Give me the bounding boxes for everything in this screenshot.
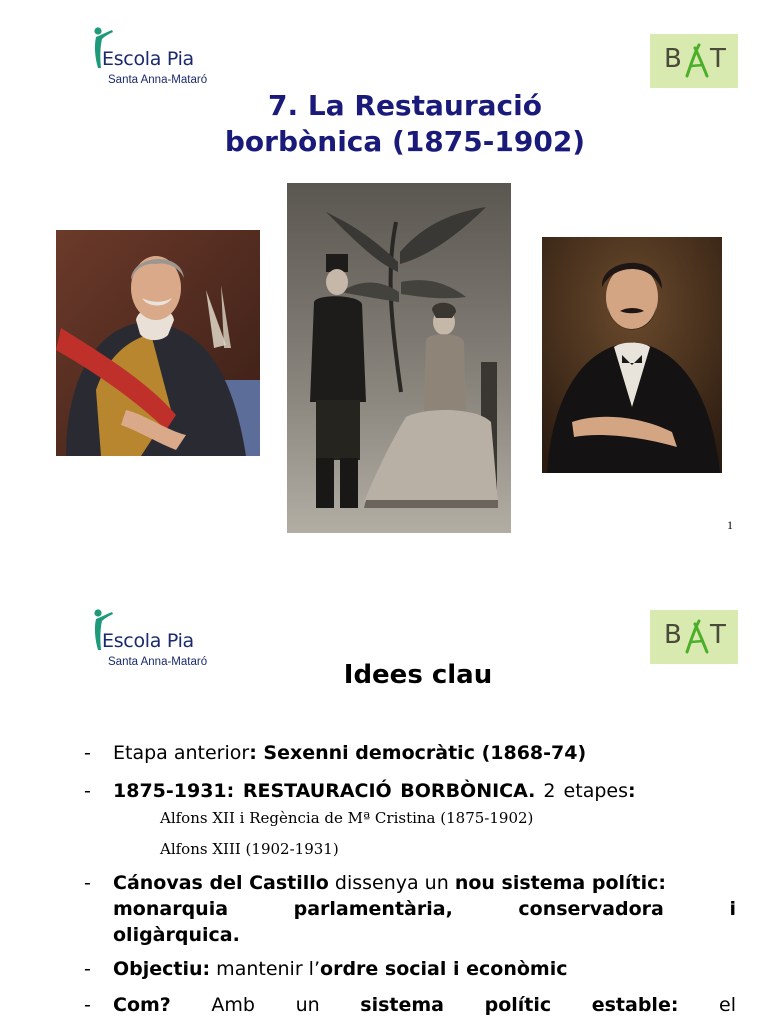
bullet-bold-text: Cánovas del Castillo [113,872,329,894]
bullet-text: 2 etapes [535,780,628,802]
bat-logo [650,34,738,88]
bullet-dash: - [84,994,91,1016]
bullet-bold-text: estable: [591,994,679,1016]
bullet-text: un [295,994,320,1016]
slide-title-line-2: borbònica (1875-1902) [224,125,586,158]
bat-letter-a-icon [683,42,709,80]
bullet-text: Amb [211,994,255,1016]
bullet-word: parlamentària, [293,898,453,920]
bullet-text: el [719,994,736,1016]
bullet-text: mantenir l’ [210,958,321,980]
bullet-bold-text: Com? [113,994,171,1016]
bullet-bold-text: nou sistema polític: [454,872,667,894]
slide-2 [0,580,768,1024]
slide-title-line-1: 7. La Restauració [268,89,542,122]
sub-item: Alfons XIII (1902-1931) [160,840,339,858]
bullet-dash: - [84,872,91,894]
bullet-word: i [729,898,736,920]
logo-name: Escola Pia [102,630,194,652]
sub-item: Alfons XII i Regència de Mª Cristina (1875-1902) [160,809,534,827]
bullet-word: conservadora [518,898,664,920]
bat-letter-b: B [664,44,682,74]
logo-name: Escola Pia [102,48,194,70]
royal-couple-photo-image [286,182,512,534]
logo-subtitle: Santa Anna-Mataró [108,74,208,86]
bat-letter-a-icon [683,618,709,656]
bullet-dash: - [84,742,91,764]
bullet-bold-text: polític [484,994,552,1016]
bat-letter-t: T [710,44,726,74]
bullet-bold-text: Objectiu: [113,958,211,980]
bullet-word: monarquia [113,898,229,920]
bat-letter-b: B [664,620,682,650]
slide-title: Idees clau [343,660,493,690]
bullet-bold-text: : [628,780,636,802]
bullet-text: dissenya un [328,872,455,894]
bullet-bold-text: 1875-1931: RESTAURACIÓ BORBÒNICA. [113,780,536,802]
bullet-dash: - [84,780,91,802]
bullet-text: Etapa anterior [113,742,250,764]
bat-logo [650,610,738,664]
bullet-bold-text: : Sexenni democràtic (1868-74) [249,742,587,764]
bullet-dash: - [84,958,91,980]
escola-pia-logo [92,26,242,90]
bullet-bold-text: ordre social i econòmic [320,958,568,980]
slide-title [0,88,768,160]
logo-subtitle: Santa Anna-Mataró [108,656,208,668]
bullet-bold-text: sistema [360,994,444,1016]
portrait-bearded-man-image [542,237,722,473]
portrait-statesman-image [56,230,260,456]
bat-letter-t: T [710,620,726,650]
bullet-word: oligàrquica. [113,924,240,946]
page-number: 1 [727,518,733,532]
